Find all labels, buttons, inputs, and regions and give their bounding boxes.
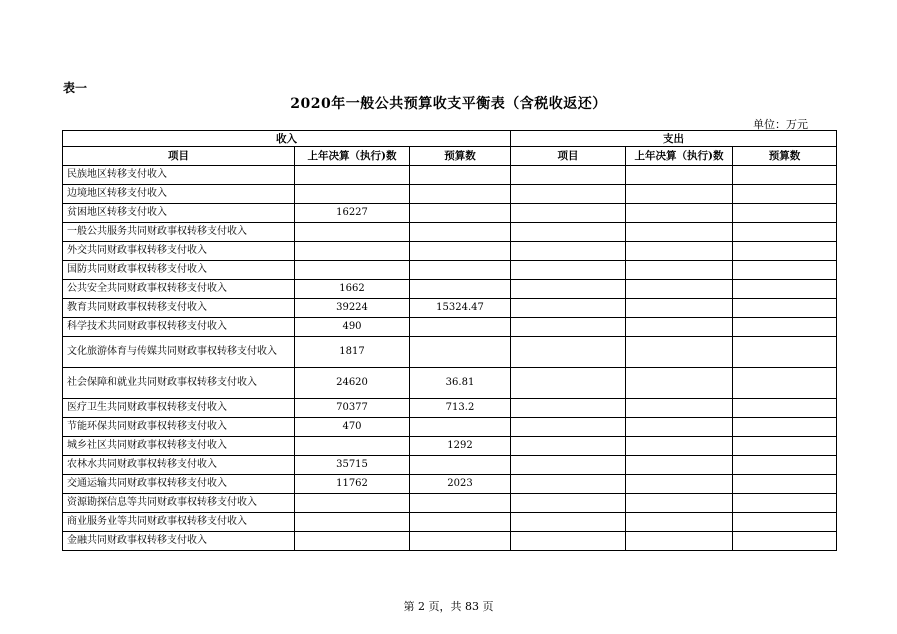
income-item-cell: 商业服务业等共同财政事权转移支付收入 <box>63 513 295 532</box>
table-row <box>63 532 837 551</box>
expense-item-cell <box>511 166 626 185</box>
expense-item-cell <box>511 204 626 223</box>
income-item-cell: 社会保障和就业共同财政事权转移支付收入 <box>63 368 295 399</box>
income-prior-cell <box>295 261 410 280</box>
income-item-cell: 城乡社区共同财政事权转移支付收入 <box>63 437 295 456</box>
income-item-cell: 科学技术共同财政事权转移支付收入 <box>63 318 295 337</box>
income-prior-cell: 16227 <box>295 204 410 223</box>
income-budget-cell <box>410 532 511 551</box>
table-row <box>63 494 837 513</box>
expense-item-cell <box>511 532 626 551</box>
income-budget-cell <box>410 185 511 204</box>
income-budget-cell <box>410 418 511 437</box>
expense-budget-cell <box>733 475 837 494</box>
expense-item-cell <box>511 337 626 368</box>
expense-item-cell <box>511 513 626 532</box>
expense-budget-cell <box>733 368 837 399</box>
income-prior-cell <box>295 185 410 204</box>
table-row <box>63 513 837 532</box>
col-header-expense-budget: 预算数 <box>733 147 837 166</box>
income-prior-cell: 70377 <box>295 399 410 418</box>
expense-budget-cell <box>733 166 837 185</box>
expense-budget-cell <box>733 223 837 242</box>
table-label: 表一 <box>63 81 88 95</box>
expense-prior-cell <box>626 399 733 418</box>
table-row <box>63 337 837 368</box>
expense-item-cell <box>511 456 626 475</box>
expense-prior-cell <box>626 223 733 242</box>
income-prior-cell: 490 <box>295 318 410 337</box>
table-row <box>63 261 837 280</box>
income-item-cell: 农林水共同财政事权转移支付收入 <box>63 456 295 475</box>
income-item-cell: 教育共同财政事权转移支付收入 <box>63 299 295 318</box>
col-header-income-prior: 上年决算（执行)数 <box>295 147 410 166</box>
income-prior-cell <box>295 513 410 532</box>
income-prior-cell <box>295 532 410 551</box>
expense-budget-cell <box>733 318 837 337</box>
table-row <box>63 204 837 223</box>
expense-prior-cell <box>626 299 733 318</box>
expense-prior-cell <box>626 418 733 437</box>
expense-prior-cell <box>626 166 733 185</box>
income-prior-cell: 1817 <box>295 337 410 368</box>
income-budget-cell <box>410 242 511 261</box>
income-item-cell: 边境地区转移支付收入 <box>63 185 295 204</box>
table-row <box>63 318 837 337</box>
expense-budget-cell <box>733 299 837 318</box>
income-budget-cell <box>410 204 511 223</box>
income-item-cell: 外交共同财政事权转移支付收入 <box>63 242 295 261</box>
expense-budget-cell <box>733 399 837 418</box>
table-row <box>63 475 837 494</box>
expense-item-cell <box>511 475 626 494</box>
income-prior-cell: 470 <box>295 418 410 437</box>
expense-item-cell <box>511 223 626 242</box>
table-row <box>63 242 837 261</box>
table-row <box>63 166 837 185</box>
income-prior-cell: 39224 <box>295 299 410 318</box>
table-row <box>63 456 837 475</box>
expense-item-cell <box>511 399 626 418</box>
expense-item-cell <box>511 318 626 337</box>
income-item-cell: 公共安全共同财政事权转移支付收入 <box>63 280 295 299</box>
expense-item-cell <box>511 261 626 280</box>
income-prior-cell <box>295 223 410 242</box>
income-prior-cell <box>295 494 410 513</box>
expense-header: 支出 <box>511 131 837 147</box>
expense-budget-cell <box>733 280 837 299</box>
expense-prior-cell <box>626 456 733 475</box>
expense-prior-cell <box>626 185 733 204</box>
page-title: 2020年一般公共预算收支平衡表（含税收返还） <box>290 96 607 112</box>
income-item-cell: 交通运输共同财政事权转移支付收入 <box>63 475 295 494</box>
expense-prior-cell <box>626 513 733 532</box>
income-prior-cell <box>295 166 410 185</box>
col-header-expense-item: 项目 <box>511 147 626 166</box>
income-budget-cell <box>410 280 511 299</box>
expense-item-cell <box>511 368 626 399</box>
income-header: 收入 <box>63 131 511 147</box>
expense-prior-cell <box>626 242 733 261</box>
income-prior-cell <box>295 242 410 261</box>
table-row <box>63 185 837 204</box>
income-prior-cell: 1662 <box>295 280 410 299</box>
expense-budget-cell <box>733 532 837 551</box>
expense-budget-cell <box>733 437 837 456</box>
header-row-columns <box>63 147 837 166</box>
table-row <box>63 437 837 456</box>
income-budget-cell <box>410 223 511 242</box>
income-prior-cell: 24620 <box>295 368 410 399</box>
expense-prior-cell <box>626 532 733 551</box>
expense-prior-cell <box>626 204 733 223</box>
header-row-group <box>63 131 837 147</box>
income-prior-cell: 35715 <box>295 456 410 475</box>
table-row <box>63 418 837 437</box>
expense-prior-cell <box>626 475 733 494</box>
table-row <box>63 223 837 242</box>
income-item-cell: 节能环保共同财政事权转移支付收入 <box>63 418 295 437</box>
col-header-expense-prior: 上年决算（执行)数 <box>626 147 733 166</box>
income-budget-cell <box>410 318 511 337</box>
income-item-cell: 国防共同财政事权转移支付收入 <box>63 261 295 280</box>
expense-budget-cell <box>733 204 837 223</box>
unit-label: 单位：万元 <box>753 118 808 131</box>
expense-prior-cell <box>626 318 733 337</box>
income-budget-cell <box>410 456 511 475</box>
income-item-cell: 贫困地区转移支付收入 <box>63 204 295 223</box>
expense-prior-cell <box>626 368 733 399</box>
expense-budget-cell <box>733 513 837 532</box>
expense-item-cell <box>511 185 626 204</box>
income-item-cell: 金融共同财政事权转移支付收入 <box>63 532 295 551</box>
table-row <box>63 368 837 399</box>
income-item-cell: 资源勘探信息等共同财政事权转移支付收入 <box>63 494 295 513</box>
expense-prior-cell <box>626 261 733 280</box>
table-row <box>63 399 837 418</box>
expense-prior-cell <box>626 437 733 456</box>
expense-budget-cell <box>733 185 837 204</box>
income-budget-cell <box>410 261 511 280</box>
income-item-cell: 一般公共服务共同财政事权转移支付收入 <box>63 223 295 242</box>
expense-prior-cell <box>626 337 733 368</box>
income-budget-cell <box>410 166 511 185</box>
expense-item-cell <box>511 418 626 437</box>
table-row <box>63 280 837 299</box>
expense-item-cell <box>511 437 626 456</box>
expense-prior-cell <box>626 280 733 299</box>
income-budget-cell: 36.81 <box>410 368 511 399</box>
budget-table <box>62 130 837 551</box>
expense-budget-cell <box>733 242 837 261</box>
income-item-cell: 文化旅游体育与传媒共同财政事权转移支付收入 <box>63 337 295 368</box>
income-item-cell: 民族地区转移支付收入 <box>63 166 295 185</box>
expense-item-cell <box>511 280 626 299</box>
table-row <box>63 299 837 318</box>
income-budget-cell: 2023 <box>410 475 511 494</box>
expense-budget-cell <box>733 494 837 513</box>
income-budget-cell: 1292 <box>410 437 511 456</box>
page-footer: 第 2 页，共 83 页 <box>403 600 494 613</box>
col-header-income-budget: 预算数 <box>410 147 511 166</box>
income-budget-cell <box>410 337 511 368</box>
expense-budget-cell <box>733 456 837 475</box>
income-budget-cell: 713.2 <box>410 399 511 418</box>
income-prior-cell: 11762 <box>295 475 410 494</box>
income-budget-cell <box>410 494 511 513</box>
income-item-cell: 医疗卫生共同财政事权转移支付收入 <box>63 399 295 418</box>
income-budget-cell: 15324.47 <box>410 299 511 318</box>
expense-item-cell <box>511 299 626 318</box>
expense-item-cell <box>511 494 626 513</box>
income-budget-cell <box>410 513 511 532</box>
expense-budget-cell <box>733 337 837 368</box>
expense-item-cell <box>511 242 626 261</box>
col-header-income-item: 项目 <box>63 147 295 166</box>
expense-budget-cell <box>733 418 837 437</box>
expense-budget-cell <box>733 261 837 280</box>
expense-prior-cell <box>626 494 733 513</box>
income-prior-cell <box>295 437 410 456</box>
